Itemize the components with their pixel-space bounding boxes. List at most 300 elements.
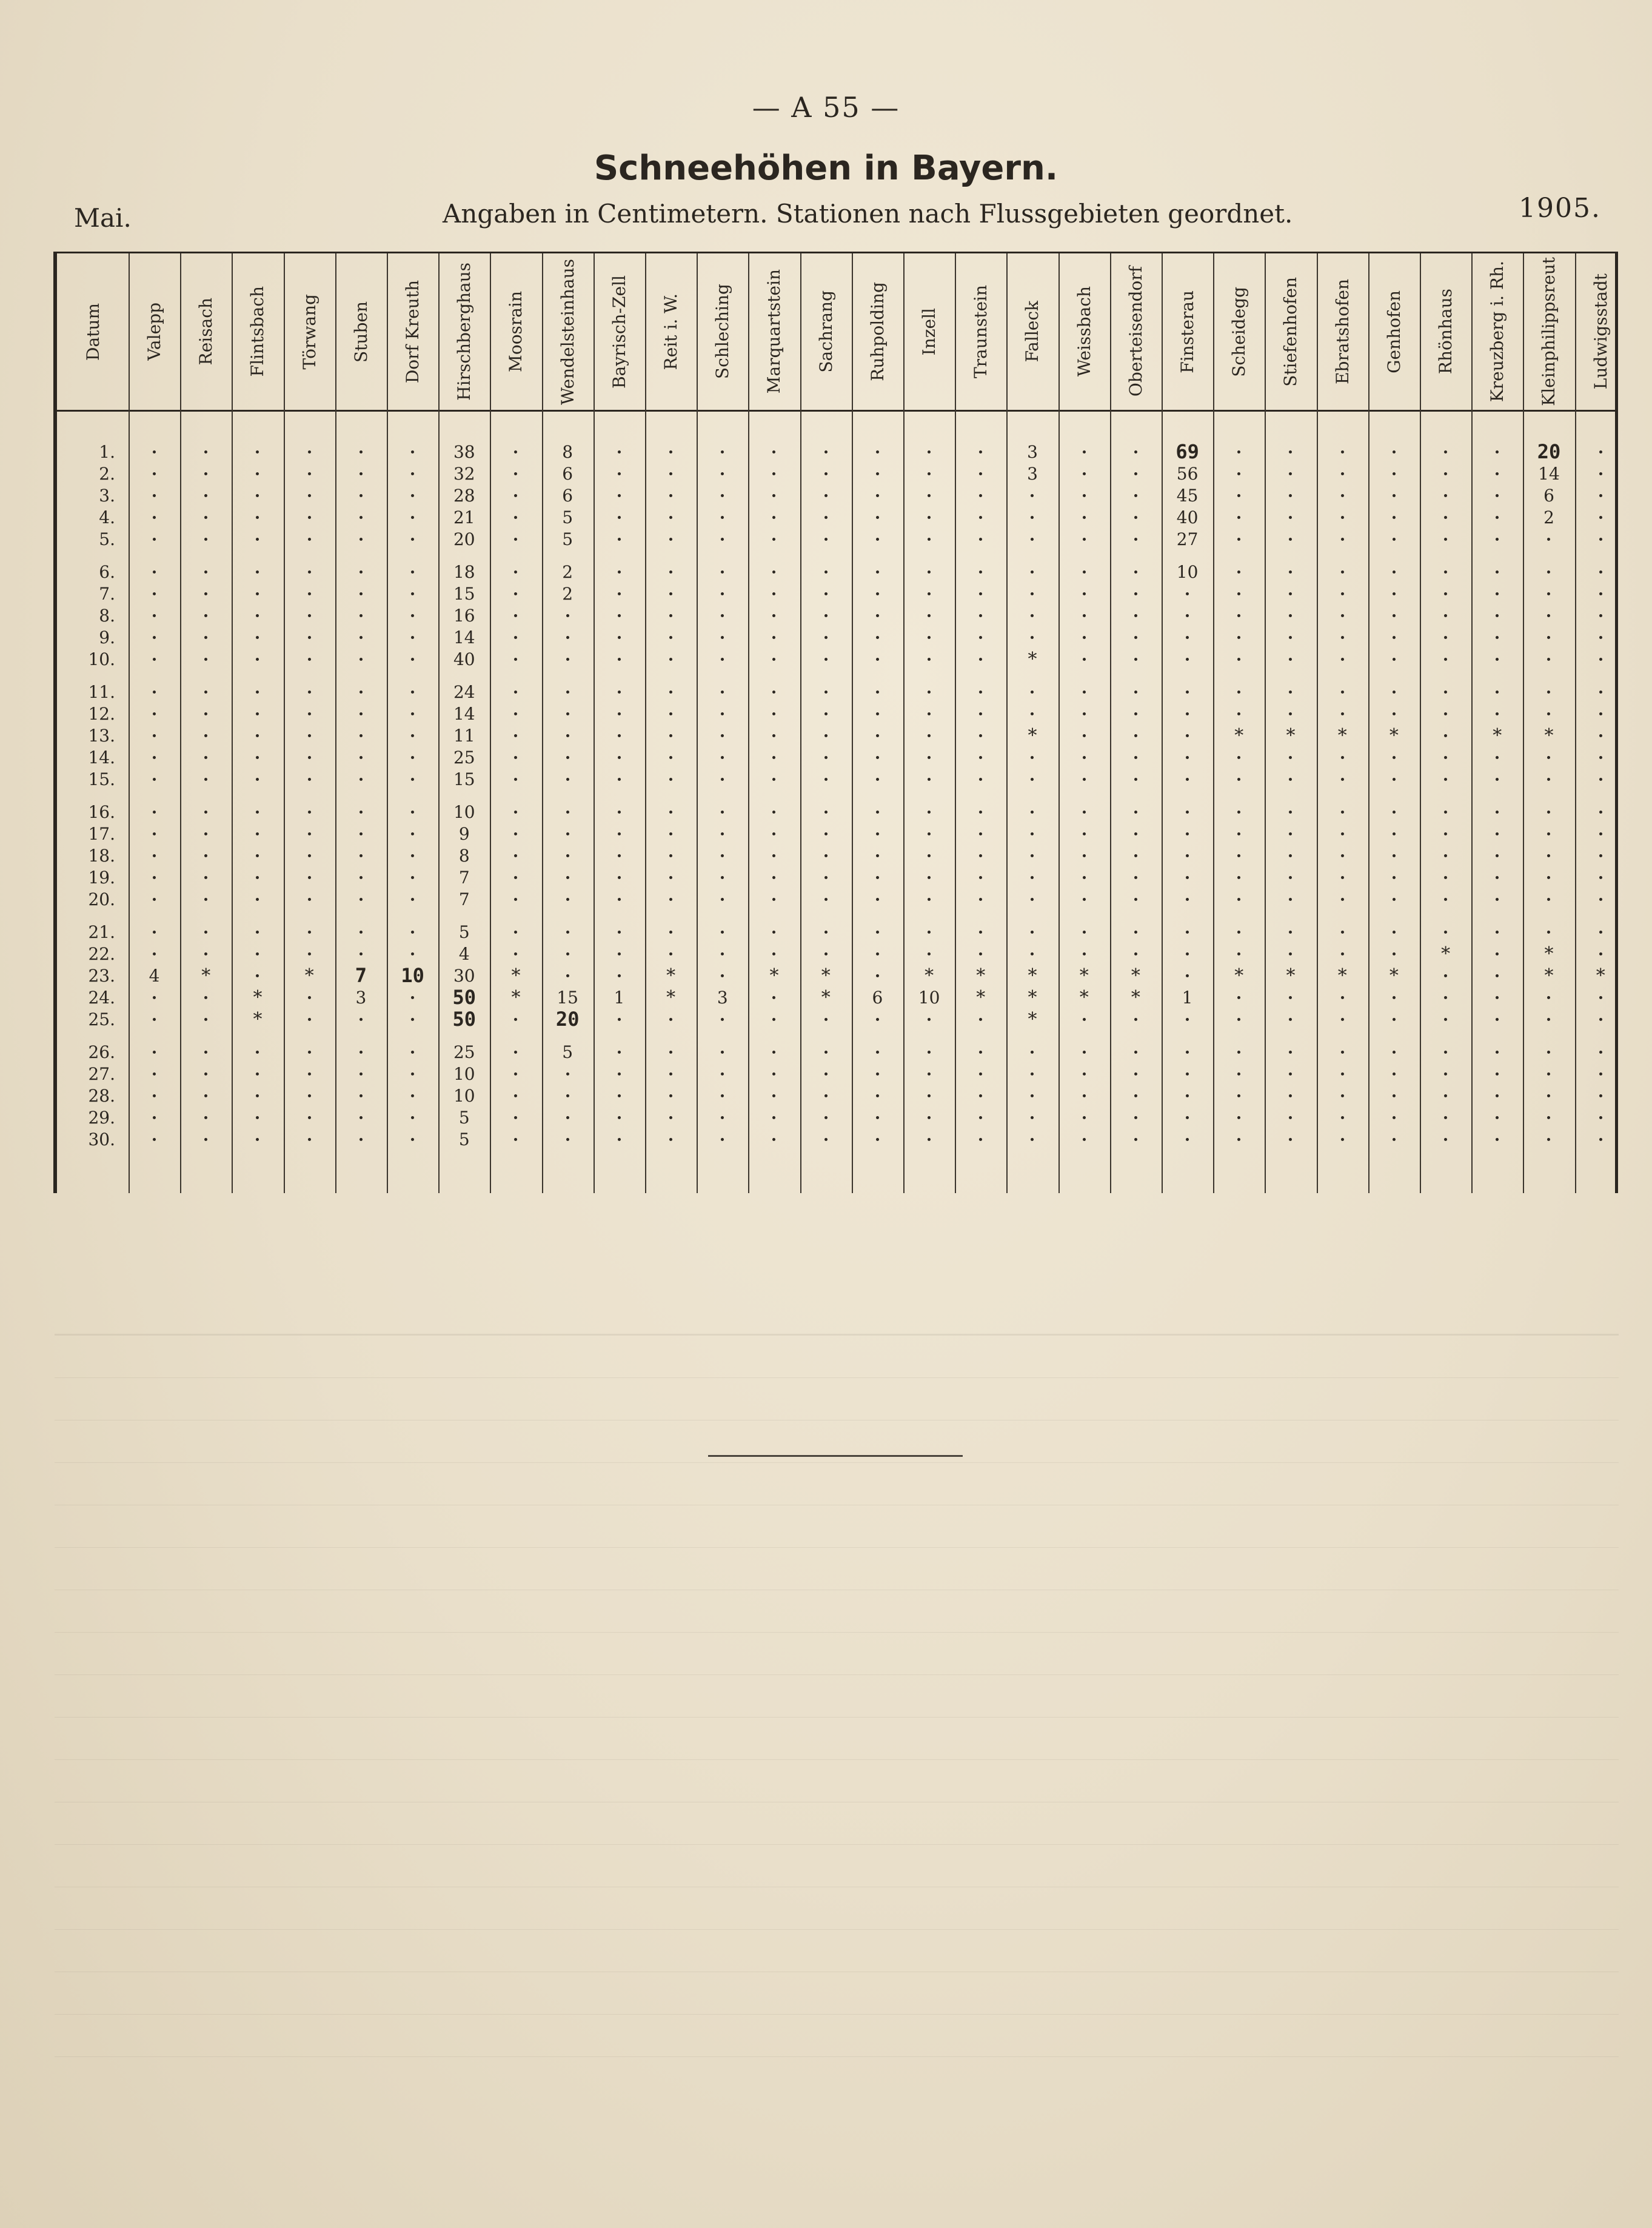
empty-dot (308, 832, 311, 835)
empty-dot (1496, 450, 1499, 453)
empty-dot (928, 570, 931, 574)
value-cell: 5 (458, 922, 470, 942)
empty-dot (153, 538, 156, 541)
empty-dot (514, 778, 517, 781)
empty-dot (669, 592, 672, 595)
empty-dot (1547, 811, 1550, 814)
empty-cell (1317, 801, 1368, 822)
empty-cell (748, 1129, 800, 1149)
empty-cell (335, 889, 387, 909)
empty-cell (852, 889, 903, 909)
empty-dot (721, 1018, 724, 1021)
empty-cell (1317, 681, 1368, 702)
empty-dot (1031, 952, 1034, 955)
column-header-station (284, 253, 335, 410)
empty-dot (411, 712, 414, 715)
empty-dot (308, 691, 311, 694)
empty-cell (1110, 463, 1162, 484)
empty-dot (1083, 614, 1086, 617)
empty-dot (669, 778, 672, 781)
empty-cell (1575, 1107, 1627, 1128)
empty-cell (284, 943, 335, 964)
empty-dot (359, 472, 363, 475)
empty-dot (256, 734, 259, 737)
empty-cell (180, 529, 232, 549)
column-header-station (490, 253, 541, 410)
empty-dot (772, 811, 775, 814)
station-name: Genhofen (1383, 290, 1404, 373)
empty-dot (308, 996, 311, 999)
empty-dot (256, 494, 259, 497)
empty-cell (1368, 529, 1420, 549)
empty-cell (594, 889, 645, 909)
value-cell: * (666, 965, 676, 986)
empty-dot (1289, 1051, 1292, 1054)
empty-cell (1368, 889, 1420, 909)
column-header-datum (57, 253, 129, 410)
empty-cell (800, 529, 852, 549)
value-cell: 2 (562, 583, 574, 604)
empty-dot (1393, 658, 1396, 661)
empty-dot (256, 691, 259, 694)
empty-dot (1444, 538, 1447, 541)
empty-dot (928, 516, 931, 519)
empty-cell (232, 1129, 283, 1149)
empty-dot (669, 1072, 672, 1076)
empty-dot (772, 996, 775, 999)
empty-dot (1599, 952, 1602, 955)
empty-dot (204, 538, 207, 541)
empty-cell (180, 507, 232, 527)
empty-dot (928, 691, 931, 694)
empty-cell (645, 441, 697, 462)
bleed-line (55, 1844, 1619, 1845)
empty-dot (721, 832, 724, 835)
empty-cell (748, 703, 800, 724)
empty-cell (697, 1107, 748, 1128)
empty-dot (928, 538, 931, 541)
empty-cell (1110, 649, 1162, 669)
empty-cell (387, 943, 438, 964)
empty-dot (1547, 592, 1550, 595)
empty-cell (1265, 1107, 1316, 1128)
column-header-station (542, 253, 594, 410)
empty-dot (1186, 974, 1189, 977)
empty-dot (1341, 538, 1344, 541)
empty-dot (876, 1116, 879, 1119)
empty-dot (359, 734, 363, 737)
empty-dot (1393, 1018, 1396, 1021)
empty-cell (1058, 943, 1110, 964)
empty-dot (514, 472, 517, 475)
empty-dot (1186, 931, 1189, 934)
empty-cell (1213, 801, 1265, 822)
empty-cell (1162, 943, 1213, 964)
empty-cell (1006, 943, 1058, 964)
empty-cell (594, 681, 645, 702)
empty-cell (1265, 987, 1316, 1008)
empty-dot (1496, 658, 1499, 661)
empty-cell (335, 485, 387, 506)
empty-dot (153, 1051, 156, 1054)
empty-cell (955, 747, 1006, 768)
empty-dot (928, 494, 931, 497)
empty-dot (876, 1051, 879, 1054)
empty-dot (721, 734, 724, 737)
empty-dot (979, 636, 982, 639)
empty-cell (1213, 529, 1265, 549)
station-name: Stiefenhofen (1280, 276, 1301, 387)
empty-cell (129, 507, 180, 527)
empty-cell (542, 1063, 594, 1084)
empty-cell (1575, 725, 1627, 746)
empty-dot (1031, 931, 1034, 934)
empty-dot (514, 1116, 517, 1119)
empty-cell (955, 1129, 1006, 1149)
empty-dot (1134, 636, 1137, 639)
empty-dot (1237, 538, 1240, 541)
empty-cell (542, 801, 594, 822)
empty-dot (1237, 1116, 1240, 1119)
empty-cell (1471, 965, 1523, 986)
empty-cell (387, 725, 438, 746)
empty-dot (1083, 691, 1086, 694)
empty-cell (800, 889, 852, 909)
empty-dot (1134, 811, 1137, 814)
empty-dot (876, 952, 879, 955)
empty-dot (1341, 1072, 1344, 1076)
empty-cell (800, 1063, 852, 1084)
empty-cell (129, 1063, 180, 1084)
empty-dot (1547, 1051, 1550, 1054)
empty-cell (594, 965, 645, 986)
empty-dot (411, 1116, 414, 1119)
empty-cell (1575, 1009, 1627, 1029)
empty-dot (1393, 1072, 1396, 1076)
empty-cell (1575, 1042, 1627, 1062)
empty-dot (411, 931, 414, 934)
empty-dot (1341, 778, 1344, 781)
empty-dot (1547, 570, 1550, 574)
empty-cell (697, 649, 748, 669)
empty-dot (1444, 636, 1447, 639)
empty-cell (1265, 867, 1316, 888)
empty-cell (542, 1129, 594, 1149)
empty-dot (1031, 592, 1034, 595)
column-header-station (955, 253, 1006, 410)
empty-cell (748, 845, 800, 866)
empty-cell (1213, 769, 1265, 789)
empty-cell (1006, 681, 1058, 702)
empty-cell (387, 529, 438, 549)
empty-dot (1341, 1094, 1344, 1097)
empty-cell (903, 485, 955, 506)
empty-cell (1575, 823, 1627, 844)
empty-dot (411, 734, 414, 737)
empty-dot (153, 1018, 156, 1021)
empty-dot (1031, 1116, 1034, 1119)
empty-cell (232, 507, 283, 527)
empty-cell (903, 583, 955, 604)
empty-cell (1110, 507, 1162, 527)
empty-cell (284, 1129, 335, 1149)
empty-dot (1289, 636, 1292, 639)
empty-dot (1031, 778, 1034, 781)
bleed-line (55, 1759, 1619, 1760)
header-rule (57, 410, 1615, 412)
empty-cell (1317, 1107, 1368, 1128)
empty-cell (903, 441, 955, 462)
empty-cell (387, 561, 438, 582)
empty-cell (1265, 1085, 1316, 1106)
empty-cell (1317, 507, 1368, 527)
empty-dot (1237, 691, 1240, 694)
value-cell: * (821, 986, 831, 1008)
empty-cell (1265, 561, 1316, 582)
value-cell: 2 (562, 561, 574, 582)
empty-cell (1213, 627, 1265, 647)
empty-cell (284, 1107, 335, 1128)
empty-cell (490, 867, 541, 888)
empty-cell (1006, 561, 1058, 582)
empty-dot (772, 691, 775, 694)
empty-cell (697, 507, 748, 527)
empty-cell (1420, 845, 1471, 866)
empty-dot (1393, 898, 1396, 901)
empty-cell (594, 747, 645, 768)
empty-cell (129, 583, 180, 604)
empty-dot (1237, 952, 1240, 955)
empty-dot (1393, 1094, 1396, 1097)
empty-dot (1134, 691, 1137, 694)
empty-cell (1575, 561, 1627, 582)
empty-dot (1444, 570, 1447, 574)
empty-cell (1471, 922, 1523, 942)
empty-dot (1083, 516, 1086, 519)
empty-cell (490, 605, 541, 626)
empty-dot (1031, 1051, 1034, 1054)
empty-cell (284, 801, 335, 822)
empty-dot (979, 614, 982, 617)
empty-cell (1110, 889, 1162, 909)
empty-dot (1237, 1138, 1240, 1141)
empty-cell (1058, 1107, 1110, 1128)
empty-cell (903, 463, 955, 484)
empty-dot (1031, 756, 1034, 759)
empty-dot (824, 691, 828, 694)
empty-cell (1110, 943, 1162, 964)
empty-cell (1006, 605, 1058, 626)
empty-cell (645, 507, 697, 527)
empty-dot (411, 832, 414, 835)
value-cell: 18 (453, 561, 475, 582)
empty-cell (748, 1009, 800, 1029)
empty-cell (1162, 1085, 1213, 1106)
empty-cell (232, 681, 283, 702)
empty-cell (387, 703, 438, 724)
value-cell: * (769, 965, 779, 986)
empty-dot (1496, 1072, 1499, 1076)
station-name: Kreuzberg i. Rh. (1487, 261, 1508, 403)
empty-dot (1393, 1138, 1396, 1141)
station-name: Rhönhaus (1436, 289, 1456, 375)
empty-cell (1471, 987, 1523, 1008)
empty-dot (1134, 1094, 1137, 1097)
empty-dot (411, 538, 414, 541)
value-cell: 9 (458, 823, 470, 844)
empty-cell (1368, 1129, 1420, 1149)
empty-dot (1083, 472, 1086, 475)
empty-dot (153, 516, 156, 519)
empty-cell (1265, 1042, 1316, 1062)
station-name: Ruhpolding (867, 282, 888, 381)
value-cell: * (253, 1008, 263, 1030)
empty-dot (979, 952, 982, 955)
value-cell: 4 (458, 943, 470, 964)
empty-cell (1471, 943, 1523, 964)
empty-cell (232, 845, 283, 866)
empty-dot (721, 712, 724, 715)
empty-dot (359, 570, 363, 574)
empty-cell (594, 485, 645, 506)
value-cell: * (1441, 943, 1451, 965)
empty-dot (1444, 712, 1447, 715)
empty-dot (876, 876, 879, 879)
empty-cell (594, 769, 645, 789)
station-name: Oberteisendorf (1125, 266, 1146, 397)
empty-dot (1083, 1138, 1086, 1141)
empty-dot (1237, 1051, 1240, 1054)
empty-cell (1575, 583, 1627, 604)
empty-cell (1523, 987, 1574, 1008)
empty-cell (1368, 561, 1420, 582)
empty-cell (180, 922, 232, 942)
empty-cell (1317, 1063, 1368, 1084)
empty-cell (852, 681, 903, 702)
empty-dot (669, 1051, 672, 1054)
empty-dot (1031, 570, 1034, 574)
empty-dot (1341, 876, 1344, 879)
empty-dot (1496, 898, 1499, 901)
empty-dot (1134, 592, 1137, 595)
station-name: Scheidegg (1229, 286, 1249, 377)
empty-cell (1368, 845, 1420, 866)
empty-cell (1523, 1009, 1574, 1029)
empty-cell (852, 867, 903, 888)
empty-cell (1368, 463, 1420, 484)
empty-cell (697, 943, 748, 964)
empty-cell (1058, 463, 1110, 484)
empty-cell (1317, 769, 1368, 789)
empty-dot (876, 494, 879, 497)
empty-cell (1471, 1085, 1523, 1106)
column-header-station (594, 253, 645, 410)
empty-dot (876, 712, 879, 715)
empty-cell (1420, 441, 1471, 462)
empty-cell (1110, 529, 1162, 549)
empty-dot (1341, 952, 1344, 955)
empty-cell (1420, 823, 1471, 844)
empty-cell (335, 649, 387, 669)
empty-dot (411, 1018, 414, 1021)
empty-cell (1058, 1129, 1110, 1149)
empty-dot (876, 592, 879, 595)
empty-cell (129, 725, 180, 746)
empty-cell (645, 823, 697, 844)
empty-cell (852, 823, 903, 844)
empty-dot (669, 658, 672, 661)
empty-dot (1496, 636, 1499, 639)
empty-dot (204, 854, 207, 857)
empty-cell (1265, 529, 1316, 549)
empty-dot (928, 472, 931, 475)
empty-dot (618, 472, 621, 475)
value-cell: 50 (452, 1008, 477, 1031)
empty-dot (1186, 952, 1189, 955)
column-header-station (1006, 253, 1058, 410)
value-cell: 56 (1176, 463, 1199, 484)
empty-dot (1237, 756, 1240, 759)
empty-cell (645, 1107, 697, 1128)
empty-cell (1110, 823, 1162, 844)
empty-cell (697, 1009, 748, 1029)
empty-dot (1134, 472, 1137, 475)
empty-cell (1523, 703, 1574, 724)
empty-cell (1368, 1063, 1420, 1084)
empty-dot (928, 1072, 931, 1076)
date-cell: 6. (99, 561, 115, 582)
empty-cell (1058, 627, 1110, 647)
empty-dot (669, 756, 672, 759)
empty-dot (1496, 832, 1499, 835)
empty-dot (1341, 811, 1344, 814)
empty-cell (748, 801, 800, 822)
empty-cell (645, 725, 697, 746)
empty-dot (1599, 538, 1602, 541)
empty-cell (1420, 605, 1471, 626)
empty-dot (1496, 494, 1499, 497)
empty-cell (542, 889, 594, 909)
empty-cell (800, 1085, 852, 1106)
value-cell: 10 (918, 987, 940, 1008)
empty-cell (955, 943, 1006, 964)
empty-dot (1393, 854, 1396, 857)
empty-dot (1083, 898, 1086, 901)
empty-cell (748, 1085, 800, 1106)
empty-dot (928, 658, 931, 661)
empty-cell (1471, 1009, 1523, 1029)
value-cell: 20 (555, 1008, 580, 1031)
column-header-station (1575, 253, 1627, 410)
empty-dot (1341, 712, 1344, 715)
empty-dot (204, 832, 207, 835)
empty-dot (618, 974, 621, 977)
empty-dot (1496, 756, 1499, 759)
empty-cell (697, 681, 748, 702)
empty-dot (204, 1138, 207, 1141)
empty-cell (697, 867, 748, 888)
empty-dot (721, 636, 724, 639)
empty-dot (256, 876, 259, 879)
empty-dot (669, 636, 672, 639)
empty-cell (1265, 1129, 1316, 1149)
empty-cell (232, 801, 283, 822)
empty-dot (772, 1094, 775, 1097)
empty-cell (129, 1107, 180, 1128)
empty-cell (800, 605, 852, 626)
empty-dot (669, 832, 672, 835)
empty-cell (129, 769, 180, 789)
